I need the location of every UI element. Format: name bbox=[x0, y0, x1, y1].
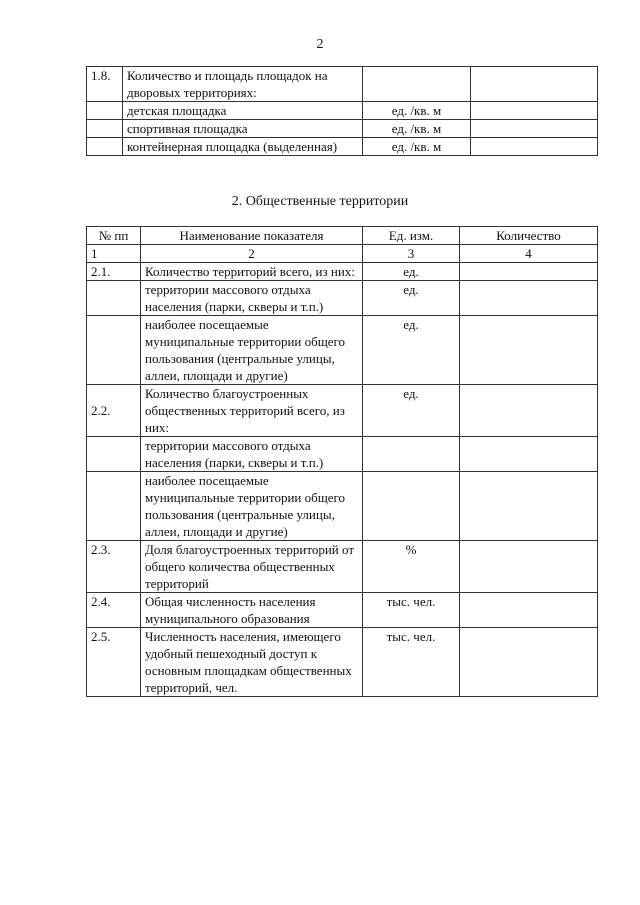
row-number: 2.1. bbox=[87, 263, 141, 281]
unit-cell bbox=[363, 437, 460, 472]
row-number: 2.2. bbox=[87, 385, 141, 437]
quantity-cell bbox=[460, 281, 598, 316]
table-row bbox=[87, 138, 598, 156]
section-heading: 2. Общественные территории bbox=[231, 194, 409, 209]
table-obshchestvennye bbox=[86, 226, 598, 697]
unit-cell: % bbox=[363, 541, 460, 593]
table-row bbox=[87, 281, 598, 316]
row-number bbox=[87, 316, 141, 385]
table-row bbox=[87, 120, 598, 138]
column-number: 1 bbox=[87, 245, 141, 263]
table-row bbox=[87, 67, 598, 102]
indicator-name: Количество благоустроенных общественных территорий всего, из них: bbox=[141, 385, 363, 437]
indicator-name: Доля благоустроенных территорий от общего количества общественных территорий bbox=[141, 541, 363, 593]
table-row bbox=[87, 541, 598, 593]
row-number bbox=[87, 102, 123, 120]
unit-cell: ед. /кв. м bbox=[363, 102, 471, 120]
unit-cell: тыс. чел. bbox=[363, 628, 460, 697]
indicator-name: Количество и площадь площадок на дворовых территориях: bbox=[123, 67, 363, 102]
unit-cell: ед. /кв. м bbox=[363, 120, 471, 138]
unit-cell: ед. /кв. м bbox=[363, 138, 471, 156]
header-cell: Ед. изм. bbox=[363, 227, 460, 245]
row-number bbox=[87, 281, 141, 316]
unit-cell bbox=[363, 67, 471, 102]
indicator-name: контейнерная площадка (выделенная) bbox=[123, 138, 363, 156]
page-number: 2 bbox=[316, 37, 324, 52]
row-number bbox=[87, 120, 123, 138]
column-number-row bbox=[87, 245, 598, 263]
table-row bbox=[87, 593, 598, 628]
row-number bbox=[87, 138, 123, 156]
row-number: 2.4. bbox=[87, 593, 141, 628]
table-dvorovye bbox=[86, 66, 598, 156]
table-row bbox=[87, 472, 598, 541]
column-number: 4 bbox=[460, 245, 598, 263]
unit-cell: ед. bbox=[363, 263, 460, 281]
quantity-cell bbox=[460, 593, 598, 628]
row-number bbox=[87, 472, 141, 541]
column-number: 3 bbox=[363, 245, 460, 263]
table-row bbox=[87, 628, 598, 697]
unit-cell: ед. bbox=[363, 385, 460, 437]
table-row bbox=[87, 102, 598, 120]
table-row bbox=[87, 437, 598, 472]
unit-cell: тыс. чел. bbox=[363, 593, 460, 628]
table-row bbox=[87, 263, 598, 281]
quantity-cell bbox=[460, 385, 598, 437]
header-cell: Наименование показателя bbox=[141, 227, 363, 245]
indicator-name: наиболее посещаемые муниципальные территории общего пользования (центральные улицы, аллеи, площади и другие) bbox=[141, 472, 363, 541]
indicator-name: спортивная площадка bbox=[123, 120, 363, 138]
quantity-cell bbox=[471, 67, 598, 102]
column-number: 2 bbox=[141, 245, 363, 263]
quantity-cell bbox=[460, 263, 598, 281]
quantity-cell bbox=[460, 472, 598, 541]
unit-cell: ед. bbox=[363, 281, 460, 316]
indicator-name: Общая численность населения муниципального образования bbox=[141, 593, 363, 628]
table-row bbox=[87, 385, 598, 437]
quantity-cell bbox=[471, 102, 598, 120]
quantity-cell bbox=[460, 628, 598, 697]
row-number bbox=[87, 437, 141, 472]
quantity-cell bbox=[471, 120, 598, 138]
indicator-name: Численность населения, имеющего удобный пешеходный доступ к основным площадкам общественных территорий, чел. bbox=[141, 628, 363, 697]
indicator-name: детская площадка bbox=[123, 102, 363, 120]
quantity-cell bbox=[471, 138, 598, 156]
unit-cell: ед. bbox=[363, 316, 460, 385]
indicator-name: территории массового отдыха населения (парки, скверы и т.п.) bbox=[141, 437, 363, 472]
header-row bbox=[87, 227, 598, 245]
indicator-name: Количество территорий всего, из них: bbox=[141, 263, 363, 281]
row-number: 2.5. bbox=[87, 628, 141, 697]
row-number: 1.8. bbox=[87, 67, 123, 102]
unit-cell bbox=[363, 472, 460, 541]
indicator-name: наиболее посещаемые муниципальные территории общего пользования (центральные улицы, аллеи, площади и другие) bbox=[141, 316, 363, 385]
quantity-cell bbox=[460, 541, 598, 593]
header-cell: № пп bbox=[87, 227, 141, 245]
row-number: 2.3. bbox=[87, 541, 141, 593]
quantity-cell bbox=[460, 437, 598, 472]
table-row bbox=[87, 316, 598, 385]
header-cell: Количество bbox=[460, 227, 598, 245]
indicator-name: территории массового отдыха населения (парки, скверы и т.п.) bbox=[141, 281, 363, 316]
quantity-cell bbox=[460, 316, 598, 385]
